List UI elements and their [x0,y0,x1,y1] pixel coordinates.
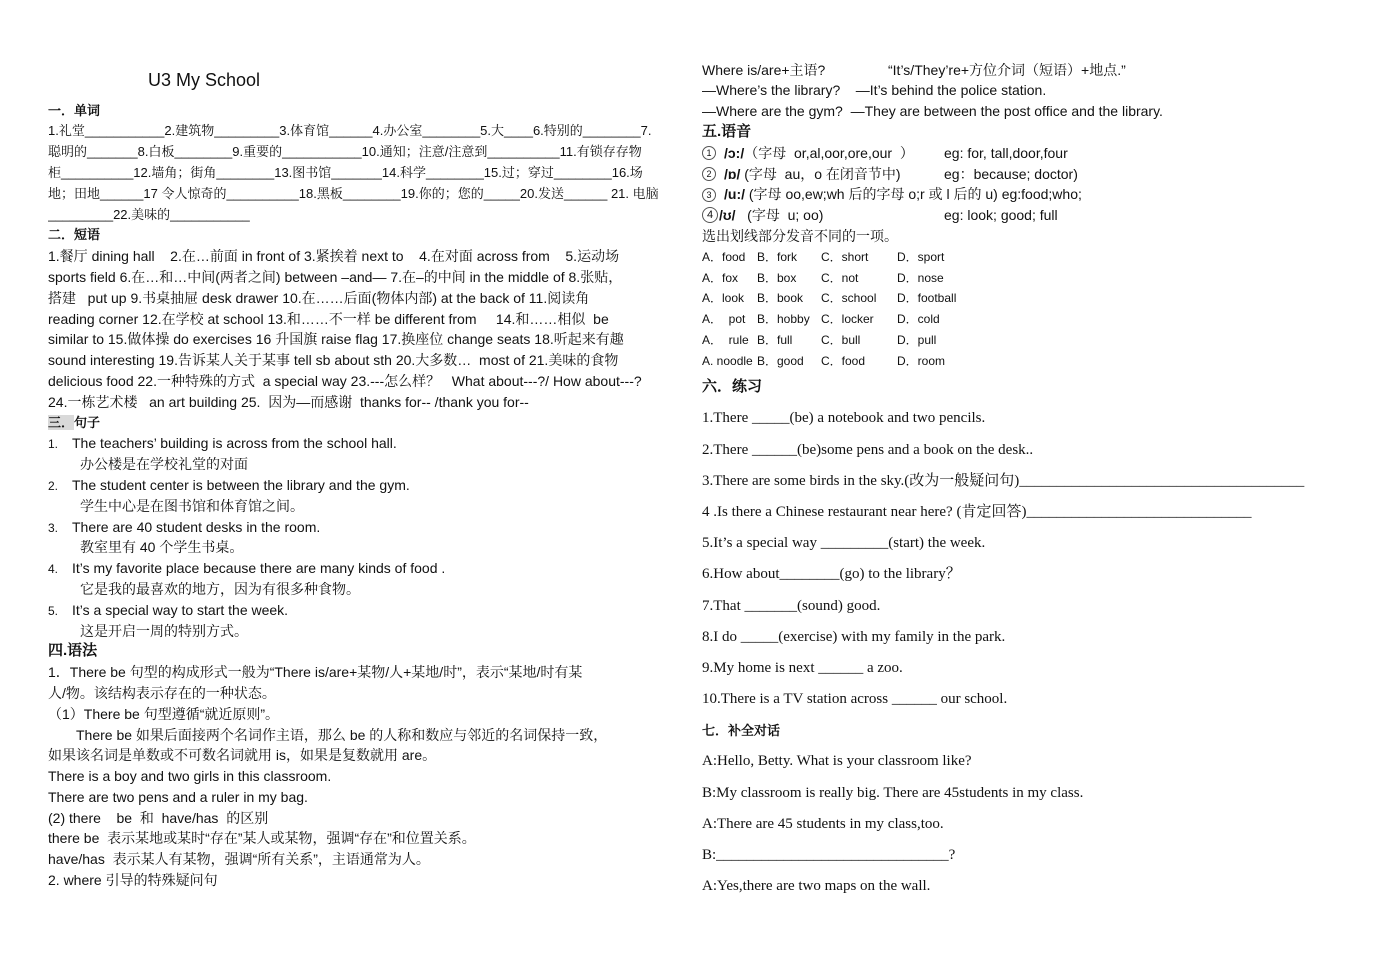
vocab-line: _________22.美味的___________ [48,206,250,222]
sentence-text: It’s a special way to start the week. [72,601,289,618]
sentence-number: 4. [48,562,59,577]
phonetic-rule [702,164,1340,185]
sentence-zh: 学生中心是在图书馆和体育馆之间。 [80,497,304,514]
grammar-line: （1）There be 句型遵循“就近原则”。 [48,705,280,722]
section-heading-dialogue: 七．补全对话 [702,723,781,739]
section-heading-sentences [48,413,682,434]
option-row [702,351,1340,372]
ipa-symbol: /ʊ/ [719,207,736,224]
dialogue-line: A:There are 45 students in my class,too. [702,815,944,832]
sentence-text: There are 40 student desks in the room. [72,518,321,535]
grammar-example: There is a boy and two girls in this classroom. [48,768,332,785]
sentence-en [48,433,682,454]
phrase-line: similar to 15.做体操 do exercises 16 升国旗 raise flag 17.换座位 change seats 18.听起来有趣 [48,331,624,348]
dialogue-line: A:Yes,there are two maps on the wall. [702,878,931,895]
practice-item: 1.There _____(be) a notebook and two pencils. [702,410,986,427]
practice-item: 7.That _______(sound) good. [702,597,881,614]
option: D．nose [897,270,944,285]
right-column [702,0,1340,971]
phonetic-desc: (字母 u; oo) [735,207,824,224]
option: A．food [702,249,746,264]
vocab-line: 地；田地______17 令人惊奇的__________18.黑板________19.你的；您的_____20.发送______ 21. 电脑 [48,185,659,201]
option: A．fox [702,270,739,285]
where-pattern [702,60,1340,81]
dialogue-line: B:My classroom is really big. There are 45students in my class. [702,784,1084,801]
phonetic-desc: (字母 au，o 在闭音节中) [740,165,901,182]
heading-number: 三． [48,414,75,430]
right-content-top [702,60,1340,372]
phonetic-desc: (字母 oo,ew;wh 后的字母 o;r 或 l 后的 u) eg:food;who; [745,186,1082,203]
section-heading-phonetics: 五.语音 [702,122,752,140]
sentence-en [48,558,682,579]
where-pattern-question: Where is/are+主语? [702,61,826,78]
phonetic-rule [702,205,1340,226]
heading-text: 句子 [74,414,101,430]
option: A． rule [702,332,749,347]
phrase-line: reading corner 12.在学校 at school 13.和……不一样 be different from 14.和……相似 be [48,310,609,327]
option: C．not [821,270,859,285]
practice-item: 10.There is a TV station across ______ our school. [702,691,1008,708]
sentence-zh: 教室里有 40 个学生书桌。 [80,539,244,556]
sentence-en [48,600,682,621]
where-pattern-answer: “It’s/They’re+方位介词（短语）+地点.” [888,61,1126,78]
sentence-en [48,517,682,538]
section-heading-grammar: 四.语法 [48,642,98,660]
vocab-line: 1.礼堂___________2.建筑物_________3.体育馆______4.办公室________5.大____6.特别的________7. [48,123,652,139]
phonetic-rule [702,143,1340,164]
sentence-zh: 办公楼是在学校礼堂的对面 [80,456,248,473]
grammar-line: have/has 表示某人有某物，强调“所有关系”，主语通常为人。 [48,851,430,868]
option: D．sport [897,249,945,264]
sentence-number: 5. [48,603,59,618]
phonetic-example: eg: look; good; full [944,207,1058,224]
option: B．hobby [757,312,810,327]
practice-item: 5.It’s a special way _________(start) the week. [702,535,986,552]
vocab-line: 聪明的_______8.白板________9.重要的___________10.通知；注意/注意到__________11.有锁存存物 [48,144,642,160]
option: A．look [702,291,745,306]
phonetic-example: eg: for, tall,door,four [944,144,1068,161]
practice-item: 4 .Is there a Chinese restaurant near here? (肯定回答)______________________________ [702,503,1252,520]
right-content-bottom [702,403,1340,902]
practice-item: 2.There ______(be)some pens and a book on the desk.. [702,441,1034,458]
phonetic-desc: （字母 or,al,oor,ore,our ） [744,144,914,161]
phrase-line: sound interesting 19.告诉某人关于某事 tell sb about sth 20.大多数… most of 21.美味的食物 [48,352,619,369]
option: C．short [821,249,869,264]
sentence-text: The student center is between the library and the gym. [72,476,410,493]
grammar-line: there be 表示某地或某时“存在”某人或某物，强调“存在”和位置关系。 [48,830,476,847]
dialogue-line: B:_______________________________? [702,847,956,864]
dialogue-line: A:Hello, Betty. What is your classroom like? [702,753,972,770]
practice-item: 8.I do _____(exercise) with my family in the park. [702,628,1006,645]
option: C．food [821,353,866,368]
option: D．cold [897,312,940,327]
practice-item: 3.There are some birds in the sky.(改为一般疑问句)______________________________________ [702,472,1305,489]
grammar-line: 如果该名词是单数或不可数名词就用 is，如果是复数就用 are。 [48,747,437,764]
section-heading-phrases: 二．短语 [48,227,101,243]
option: A． pot [702,312,746,327]
sentence-number: 2. [48,478,59,493]
circled-number: 2 [702,167,716,181]
practice-item: 9.My home is next ______ a zoo. [702,659,903,676]
option: C．school [821,291,877,306]
grammar-line: (2) there be 和 have/has 的区别 [48,809,269,826]
ipa-symbol: /u:/ [724,186,745,203]
left-content [48,101,682,891]
option-row [702,268,1340,289]
option-row [702,309,1340,330]
section-heading-vocab: 一．单词 [48,102,101,118]
phonetic-rule [702,184,1340,205]
option: C．locker [821,312,874,327]
grammar-line: 1．There be 句型的构成形式一般为“There is/are+某物/人+某地/时”，表示“某地/时有某 [48,664,583,681]
option-row [702,247,1340,268]
vocab-line: 柜__________12.墙角；街角________13.图书馆_______14.科学________15.过；穿过________16.场 [48,164,643,180]
left-column [48,0,682,971]
sentence-zh: 这是开启一周的特别方式。 [80,622,248,639]
option: D．pull [897,332,937,347]
option: C．bull [821,332,861,347]
circled-number: 4 [702,207,718,223]
where-example: —Where’s the library? —It’s behind the police station. [702,82,1047,99]
phrase-line: 1.餐厅 dining hall 2.在…前面 in front of 3.紧挨着 next to 4.在对面 across from 5.运动场 [48,248,620,265]
practice-item: 6.How about________(go) to the library？ [702,566,961,583]
ipa-symbol: /ɒ/ [724,165,741,182]
option: B．fork [757,249,798,264]
sentence-zh: 它是我的最喜欢的地方，因为有很多种食物。 [80,580,360,597]
circled-number: 3 [702,188,716,202]
grammar-line: 2. where 引导的特殊疑问句 [48,872,218,889]
practice-heading-block [702,377,1340,398]
phrase-line: 24.一栋艺术楼 an art building 25. 因为—而感谢 thanks for-- /thank you for-- [48,393,529,410]
option: B．good [757,353,804,368]
option: B．full [757,332,793,347]
option: D．room [897,353,946,368]
option-row [702,288,1340,309]
ipa-symbol: /ɔ:/ [724,144,745,161]
phrase-line: sports field 6.在…和…中间(两者之间) between –and— 7.在–的中间 in the middle of 8.张贴， [48,268,623,285]
section-heading-practice: 六．练习 [702,377,763,395]
grammar-example: There are two pens and a ruler in my bag. [48,788,308,805]
option: B．box [757,270,797,285]
grammar-line: There be 如果后面接两个名词作主语，那么 be 的人称和数应与邻近的名词保持一致， [76,726,608,743]
option: B．book [757,291,804,306]
sentence-text: The teachers’ building is across from the school hall. [72,435,397,452]
sentence-number: 3. [48,520,59,535]
sentence-en [48,475,682,496]
phrase-line: 搭建 put up 9.书桌抽屉 desk drawer 10.在……后面(物体内部) at the back of 11.阅读角 [48,289,590,306]
page-title: U3 My School [148,70,261,90]
option: A. noodle [702,353,753,368]
phonetic-instruction: 选出划线部分发音不同的一项。 [702,227,898,244]
circled-number: 1 [702,146,716,160]
phrase-line: delicious food 22.一种特殊的方式 a special way 23.---怎么样？ What about---?/ How about---? [48,372,642,389]
option: D．football [897,291,957,306]
sentence-text: It’s my favorite place because there are many kinds of food . [72,560,446,577]
phonetic-example: eg：because; doctor) [944,165,1078,182]
grammar-line: 人/物。该结构表示存在的一种状态。 [48,684,276,701]
sentence-number: 1. [48,437,59,452]
where-example: —Where are the gym? —They are between the post office and the library. [702,103,1163,120]
option-row [702,330,1340,351]
